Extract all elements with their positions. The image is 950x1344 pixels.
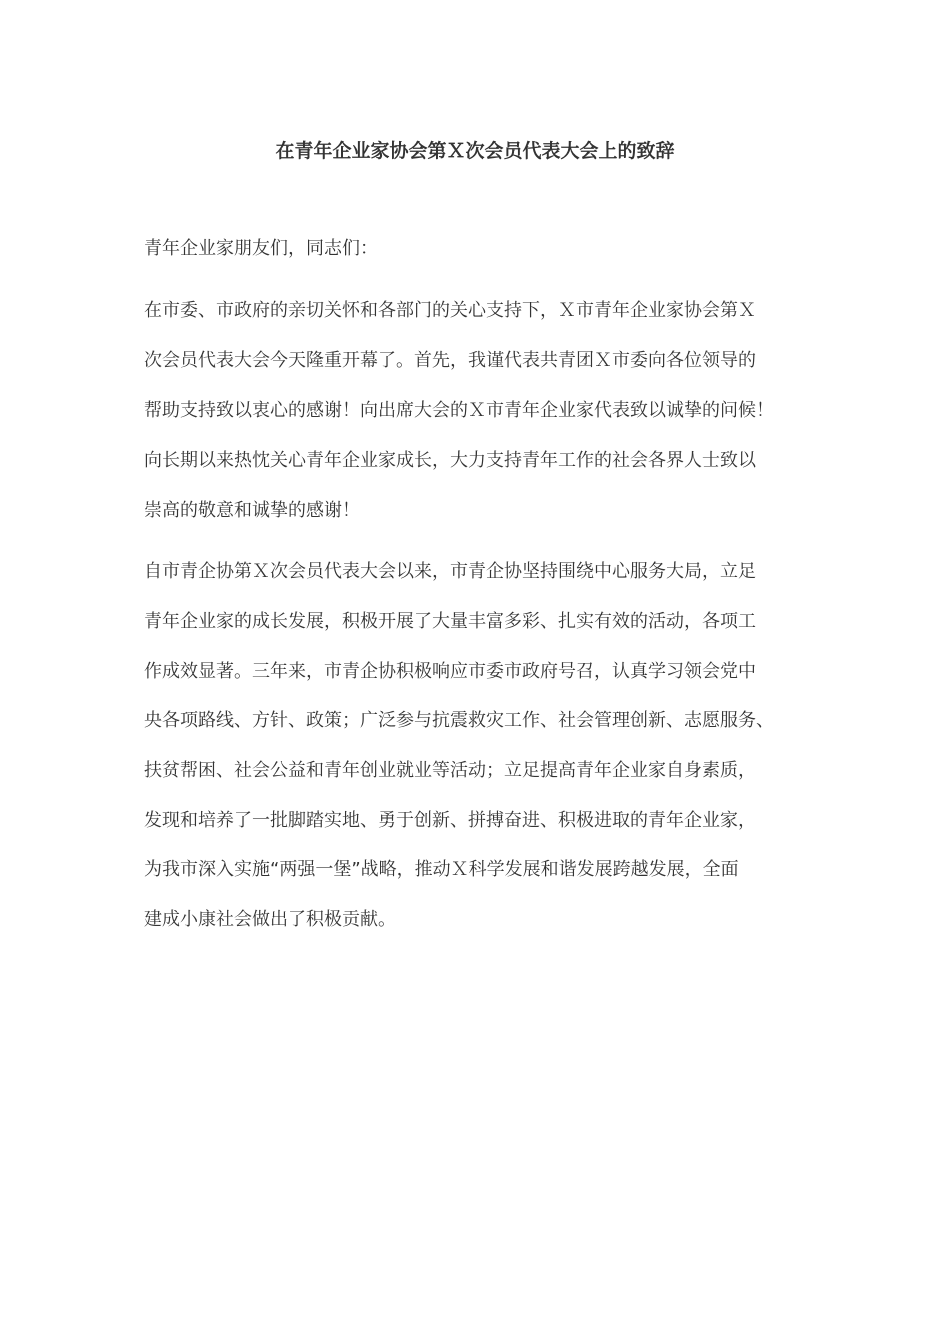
paragraph-line: 央各项路线、方针、政策；广泛参与抗震救灾工作、社会管理创新、志愿服务、 — [144, 710, 774, 731]
paragraph-line: 青年企业家的成长发展，积极开展了大量丰富多彩、扎实有效的活动，各项工 — [144, 611, 756, 632]
paragraph-line: 自市青企协第Ｘ次会员代表大会以来，市青企协坚持围绕中心服务大局，立足 — [144, 561, 756, 582]
salutation: 青年企业家朋友们，同志们： — [144, 238, 378, 259]
paragraph-line: 崇高的敬意和诚挚的感谢！ — [144, 500, 360, 521]
document-title: 在青年企业家协会第Ｘ次会员代表大会上的致辞 — [275, 140, 675, 162]
paragraph-line: 向长期以来热忱关心青年企业家成长，大力支持青年工作的社会各界人士致以 — [144, 450, 756, 471]
paragraph-line: 为我市深入实施“两强一堡”战略，推动Ｘ科学发展和谐发展跨越发展，全面 — [144, 859, 739, 880]
paragraph-line: 在市委、市政府的亲切关怀和各部门的关心支持下，Ｘ市青年企业家协会第Ｘ — [144, 300, 756, 321]
paragraph-line: 次会员代表大会今天隆重开幕了。首先，我谨代表共青团Ｘ市委向各位领导的 — [144, 350, 756, 371]
paragraph-line: 发现和培养了一批脚踏实地、勇于创新、拼搏奋进、积极进取的青年企业家， — [144, 810, 756, 831]
paragraph-line: 帮助支持致以衷心的感谢！向出席大会的Ｘ市青年企业家代表致以诚挚的问候！ — [144, 400, 774, 421]
paragraph-line: 作成效显著。三年来，市青企协积极响应市委市政府号召，认真学习领会党中 — [144, 661, 756, 682]
paragraph-line: 建成小康社会做出了积极贡献。 — [144, 909, 396, 930]
paragraph-line: 扶贫帮困、社会公益和青年创业就业等活动；立足提高青年企业家自身素质， — [144, 760, 756, 781]
